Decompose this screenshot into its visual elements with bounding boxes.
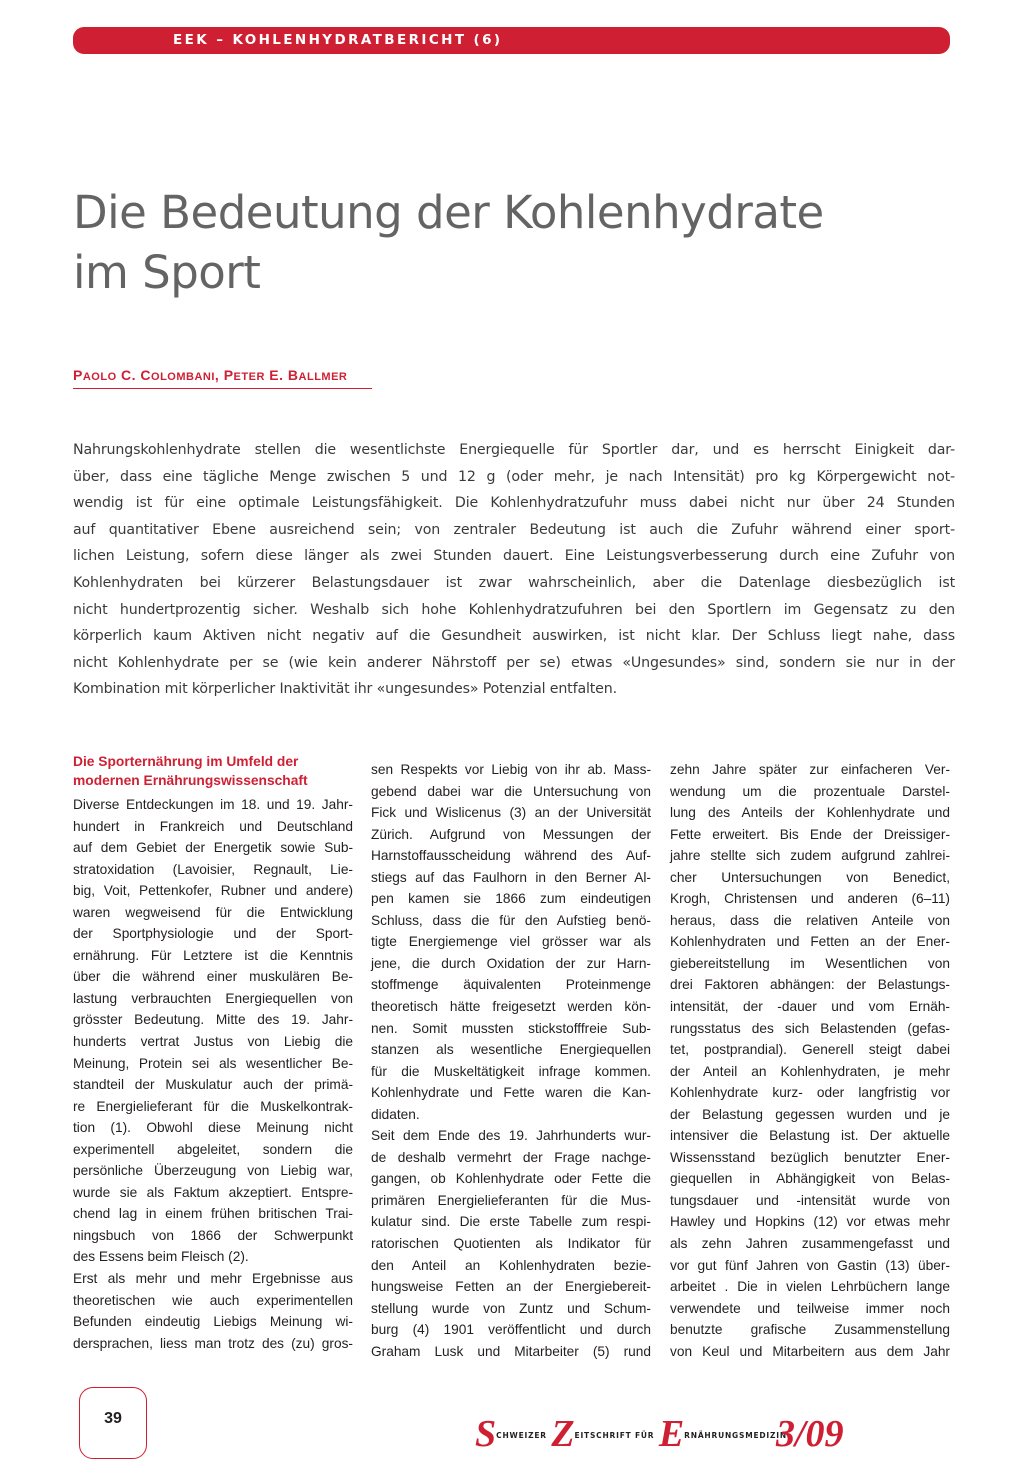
text-line: hungsweise Fetten an der Energiebereit- — [371, 1279, 651, 1295]
text-line: jahre stellte sich zudem aufgrund zahlrei- — [670, 848, 950, 864]
text-line: lastung verbrauchten Energiequellen von — [73, 990, 353, 1006]
text-line: theoretisch hätte freigesetzt werden kön- — [371, 999, 651, 1015]
text-line: Kombination mit körperlicher Inaktivität ihr «ungesundes» Potenzial entfalten. — [73, 681, 617, 698]
text-line: der Belastung gegessen wurden und je — [670, 1106, 950, 1122]
text-line: Kohlenhydraten bei kürzerer Belastungsdauer ist zwar wahrscheinlich, aber die Datenlage diesbezüglich ist — [73, 574, 955, 591]
text-line: der Anteil an Kohlenhydraten, je mehr — [670, 1063, 950, 1079]
text-line: körperlich kaum Aktiven nicht negativ auf die Gesundheit auswirken, ist nicht klar. Der Schluss liegt nahe, dass — [73, 628, 955, 645]
text-line: wurde sie als Faktum akzeptiert. Entspre- — [73, 1184, 353, 1200]
text-line: ningsbuch von 1866 der Schwerpunkt — [73, 1227, 353, 1243]
text-line: gebend dabei war die Untersuchung von — [371, 783, 651, 799]
text-line: Graham Lusk und Mitarbeiter (5) rund — [371, 1343, 651, 1359]
text-line: tet, postprandial). Generell steigt dabei — [670, 1042, 950, 1058]
article-title — [73, 183, 953, 303]
text-line: stiegs auf das Faulhorn in den Berner Al- — [371, 869, 651, 885]
author-name-part: OLOMBANI — [151, 371, 215, 383]
text-line: persönliche Überzeugung von Liebig war, — [73, 1163, 353, 1179]
text-line: lung des Anteils der Kohlenhydrate und — [670, 805, 950, 821]
body-column-1-text — [73, 794, 353, 1354]
authors-underline — [73, 388, 372, 389]
text-line: tion (1). Obwohl diese Meinung nicht — [73, 1120, 353, 1136]
author-initial: C — [140, 367, 152, 383]
article-authors: PAOLO C. COLOMBANI, PETER E. BALLMER — [73, 367, 348, 383]
page-number: 39 — [104, 1410, 122, 1427]
author-initial: E. — [269, 367, 284, 383]
text-line: auf dem Gebiet der Energetik sowie Sub- — [73, 840, 353, 856]
text-line: didaten. — [371, 1106, 420, 1122]
text-line: primären Energielieferanten für die Mus- — [371, 1192, 651, 1208]
text-line: den Anteil an Kohlenhydraten bezie- — [371, 1257, 651, 1273]
text-line: heraus, dass die relativen Anteile von — [670, 912, 950, 928]
text-line: rungsstatus des sich Belastenden (gefas- — [670, 1020, 950, 1036]
text-line: wendig ist für eine optimale Leistungsfähigkeit. Die Kohlenhydratzufuhr muss dabei nicht nur über 24 Stunden — [73, 495, 955, 512]
text-line: über, dass eine tägliche Menge zwischen 5 und 12 g (oder mehr, je nach Intensität) pro kg Körpergewicht not- — [73, 468, 955, 485]
text-line: stellung wurde von Zuntz und Schum- — [371, 1300, 651, 1316]
author-name-part: AOLO — [82, 371, 117, 383]
text-line: Hawley und Hopkins (12) vor etwas mehr — [670, 1214, 950, 1230]
text-line: sen Respekts vor Liebig von ihr ab. Mass- — [371, 762, 651, 777]
text-line: Nahrungskohlenhydrate stellen die wesentlichste Energiequelle für Sportler dar, und es herrscht Einigkeit dar- — [73, 442, 955, 458]
text-line: Schluss, dass die für den Aufstieg benö- — [371, 912, 651, 928]
section-banner-text: EEK – KOHLENHYDRATBERICHT (6) — [173, 32, 503, 48]
journal-logo-letter: S — [475, 1413, 497, 1455]
text-line: kulatur sind. Die erste Tabelle zum respi- — [371, 1214, 651, 1230]
text-line: theoretischen wie auch experimentellen — [73, 1292, 353, 1308]
text-line: stanzen als wesentliche Energiequellen — [371, 1042, 651, 1058]
text-line: hundert in Frankreich und Deutschland — [73, 818, 353, 834]
text-line: chend lag in einem frühen britischen Trai- — [73, 1206, 353, 1222]
text-line: über die während einer muskulären Be- — [73, 969, 353, 985]
text-line: intensität, der -dauer und vom Ernäh- — [670, 999, 950, 1015]
text-line: Befunden eindeutig Liebigs Meinung wi- — [73, 1314, 353, 1330]
text-line: ernährung. Für Letztere ist die Kenntnis — [73, 947, 353, 963]
author-initial: C. — [121, 367, 137, 383]
author-initial: P — [73, 367, 83, 383]
journal-logo-word: EITSCHRIFT FÜR — [574, 1431, 655, 1440]
author-initial: P — [223, 367, 234, 383]
text-line: benutzte grafische Zusammenstellung — [670, 1322, 950, 1338]
text-line: grösster Bedeutung. Mitte des 19. Jahr- — [73, 1012, 353, 1028]
text-line: tigte Energiemenge viel grösser war als — [371, 934, 651, 950]
journal-logo-word: RNÄHRUNGSMEDIZIN — [684, 1431, 787, 1440]
author-name-part: ALLMER — [298, 371, 348, 383]
journal-logo-letter: Z — [551, 1413, 575, 1455]
text-line: Diverse Entdeckungen im 18. und 19. Jahr- — [73, 797, 353, 812]
text-line: dersprachen, liess man trotz des (zu) gros- — [73, 1335, 353, 1351]
body-column-2 — [371, 759, 651, 1362]
article-title-line-2: im Sport — [73, 246, 261, 299]
text-line: vor gut fünf Jahren von Gastin (13) über- — [670, 1257, 950, 1273]
text-line: wendung um die prozentuale Darstel- — [670, 783, 950, 799]
author-name-part: ETER — [233, 371, 265, 383]
text-line: waren wegweisend für die Entwicklung — [73, 904, 353, 920]
text-line: intensiver die Belastung ist. Der aktuelle — [670, 1128, 950, 1144]
text-line: Kohlenhydrate kurz- oder langfristig vor — [670, 1085, 950, 1101]
text-line: Erst als mehr und mehr Ergebnisse aus — [73, 1271, 353, 1287]
text-line: cher Untersuchungen von Benedict, — [670, 869, 950, 885]
section-heading — [73, 752, 353, 790]
author-initial: B — [287, 367, 299, 383]
article-abstract — [73, 437, 955, 703]
text-line: burg (4) 1901 veröffentlicht und durch — [371, 1322, 651, 1338]
text-line: nicht Kohlenhydrate per se (wie kein anderer Nährstoff per se) etwas «Ungesundes» sind, sondern sie nur in der — [73, 654, 955, 671]
text-line: verwendete und teilweise immer noch — [670, 1300, 950, 1316]
body-column-1 — [73, 752, 353, 1354]
text-line: giebereitstellung im Wesentlichen von — [670, 955, 950, 971]
text-line: stratoxidation (Lavoisier, Regnault, Lie- — [73, 861, 353, 877]
text-line: auf quantitativer Ebene ausreichend sein; von zentraler Bedeutung ist auch die Zufuhr während einer sport- — [73, 521, 955, 538]
text-line: drei Faktoren abhängen: der Belastungs- — [670, 977, 950, 993]
text-line: des Essens beim Fleisch (2). — [73, 1249, 249, 1265]
text-line: ratorischen Quotienten als Indikator für — [371, 1236, 651, 1252]
text-line: tungsdauer und -intensität wurde von — [670, 1192, 950, 1208]
text-line: stoffmenge äquivalenten Proteinmenge — [371, 977, 651, 993]
section-heading-line-2: modernen Ernährungswissenschaft — [73, 773, 308, 788]
text-line: Wissensstand bezüglich benutzter Ener- — [670, 1149, 950, 1165]
page-number-box — [79, 1387, 147, 1459]
journal-logo-word: CHWEIZER — [496, 1431, 547, 1440]
text-line: arbeitet . Die in vielen Lehrbüchern lange — [670, 1279, 950, 1295]
journal-logo — [475, 1413, 787, 1455]
text-line: experimentell abgeleitet, sondern die — [73, 1141, 353, 1157]
text-line: re Energielieferant für die Muskelkontrak- — [73, 1098, 353, 1114]
text-line: nicht hundertprozentig sicher. Weshalb sich hohe Kohlenhydratzufuhren bei den Sportlern im Gegensatz zu den — [73, 601, 955, 618]
text-line: für die Muskeltätigkeit infrage kommen. — [371, 1063, 651, 1079]
section-banner — [73, 27, 950, 54]
text-line: Kohlenhydrate und Fette waren die Kan- — [371, 1085, 651, 1101]
text-line: jene, die durch Oxidation der zur Harn- — [371, 955, 651, 971]
text-line: pen kamen sie 1866 zum eindeutigen — [371, 891, 651, 907]
text-line: de deshalb vermehrt der Frage nachge- — [371, 1149, 651, 1165]
text-line: zehn Jahre später zur einfacheren Ver- — [670, 762, 950, 777]
article-title-line-1: Die Bedeutung der Kohlenhydrate — [73, 186, 824, 239]
text-line: nen. Somit mussten stickstofffreie Sub- — [371, 1020, 651, 1036]
text-line: als zehn Jahren zusammengefasst und — [670, 1236, 950, 1252]
text-line: gangen, ob Kohlenhydrate oder Fette die — [371, 1171, 651, 1187]
section-heading-line-1: Die Sporternährung im Umfeld der — [73, 754, 299, 769]
text-line: Harnstoffausscheidung während des Auf- — [371, 848, 651, 864]
journal-issue: 3/09 — [776, 1413, 844, 1455]
text-line: lichen Leistung, sofern diese länger als zwei Stunden dauert. Eine Leistungsverbesserung durch eine Zufuhr von — [73, 548, 955, 565]
text-line: Krogh, Christensen und anderen (6–11) — [670, 891, 950, 907]
text-line: hunderts vertrat Justus von Liebig die — [73, 1034, 353, 1050]
text-line: giequellen in Abhängigkeit von Belas- — [670, 1171, 950, 1187]
text-line: Meinung, Protein sei als wesentlicher Be- — [73, 1055, 353, 1071]
text-line: der Sportphysiologie und der Sport- — [73, 926, 353, 942]
text-line: big, Voit, Pettenkofer, Rubner und andere) — [73, 883, 353, 899]
body-column-3 — [670, 759, 950, 1362]
text-line: Zürich. Aufgrund von Messungen der — [371, 826, 651, 842]
text-line: standteil der Muskulatur auch der primä- — [73, 1077, 353, 1093]
text-line: Fick und Wislicenus (3) an der Universität — [371, 805, 651, 821]
journal-logo-letter: E — [658, 1413, 685, 1455]
text-line: Seit dem Ende des 19. Jahrhunderts wur- — [371, 1128, 651, 1144]
text-line: Fette erweitert. Bis Ende der Dreissiger- — [670, 826, 950, 842]
text-line: von Keul und Mitarbeitern aus dem Jahr — [670, 1343, 950, 1359]
text-line: Kohlenhydraten und Fetten an der Ener- — [670, 934, 950, 950]
